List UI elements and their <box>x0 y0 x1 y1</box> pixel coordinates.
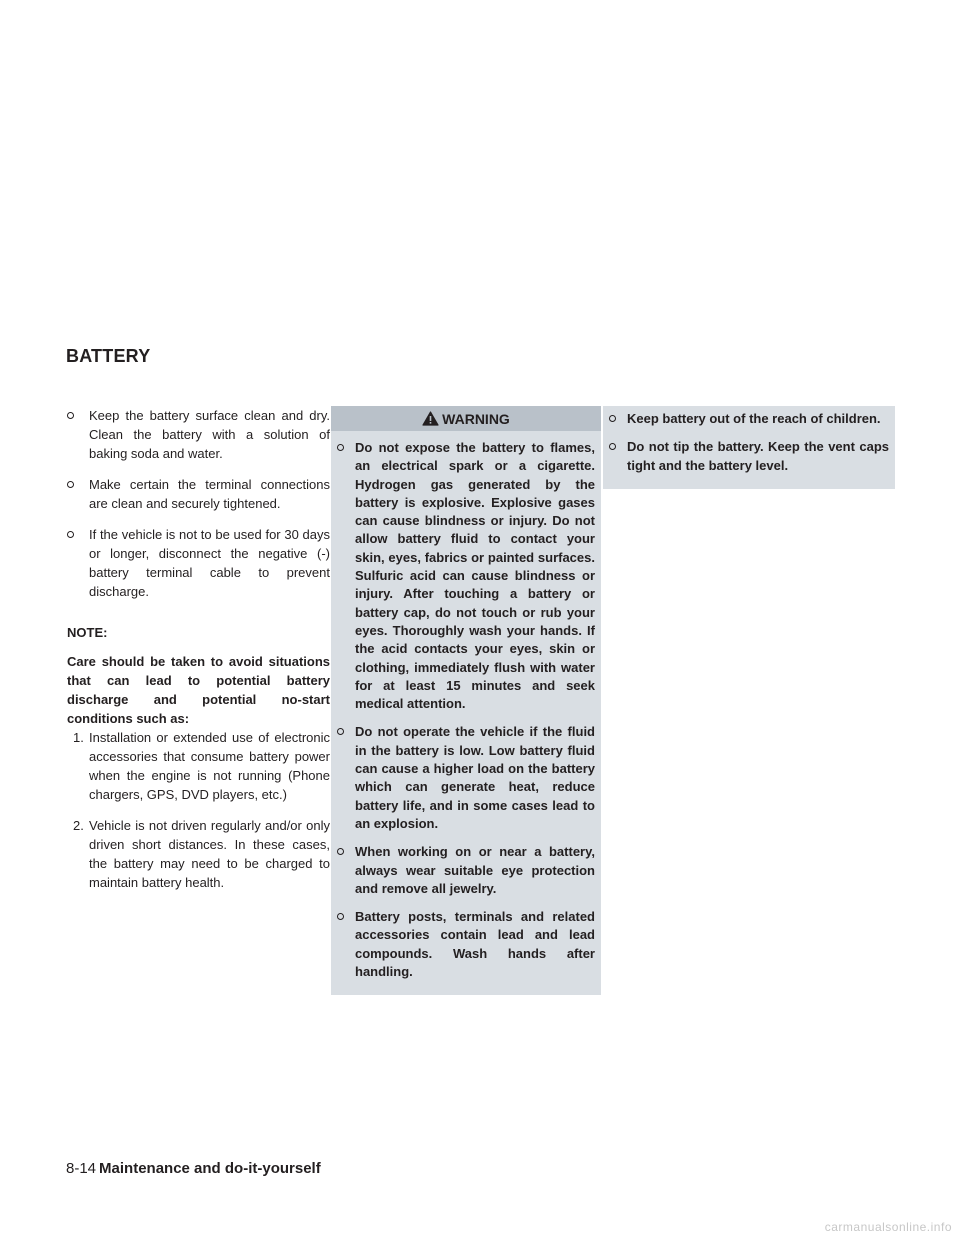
bullet-item <box>67 406 330 463</box>
bullet-text: Keep the battery surface clean and dry. Clean the battery with a solution of baking soda and water. <box>89 408 330 461</box>
bullet-circle-icon <box>609 443 616 450</box>
page-number: 8-14 <box>66 1160 97 1177</box>
warning-item <box>609 410 889 428</box>
bullet-circle-icon <box>609 415 616 422</box>
page-footer <box>66 1160 321 1177</box>
warning-text: Do not tip the battery. Keep the vent caps tight and the battery level. <box>627 439 889 473</box>
warning-text: Battery posts, terminals and related accessories contain lead and lead compounds. Wash hands after handling. <box>355 909 595 980</box>
warning-title: WARNING <box>442 410 510 427</box>
list-text: Vehicle is not driven regularly and/or only driven short distances. In these cases, the battery may need to be charged to maintain battery health. <box>89 818 330 890</box>
chapter-title: Maintenance and do-it-yourself <box>99 1160 321 1177</box>
warning-text: When working on or near a battery, always wear suitable eye protection and remove all jewelry. <box>355 844 595 896</box>
bullet-circle-icon <box>337 728 344 735</box>
warning-box <box>331 406 601 995</box>
list-item <box>67 816 330 892</box>
list-number: 2. <box>73 818 84 833</box>
middle-column <box>331 406 594 995</box>
list-item <box>67 728 330 804</box>
numbered-list <box>67 728 330 892</box>
maintenance-bullets <box>67 406 330 601</box>
note-text: Care should be taken to avoid situations that can lead to potential battery discharge and potential no-start conditions such as: <box>67 654 330 726</box>
bullet-circle-icon <box>337 444 344 451</box>
warning-triangle-icon <box>422 411 439 426</box>
warning-header <box>331 406 601 431</box>
bullet-circle-icon <box>337 848 344 855</box>
warning-item <box>337 723 595 833</box>
bullet-circle-icon <box>67 412 74 419</box>
note-heading: NOTE: <box>67 625 108 640</box>
warning-item <box>337 439 595 713</box>
bullet-circle-icon <box>67 531 74 538</box>
left-column <box>67 406 330 904</box>
list-text: Installation or extended use of electronic accessories that consume battery power when the engine is not running (Phone chargers, GPS, DVD players, etc.) <box>89 730 330 802</box>
warning-text: Do not expose the battery to flames, an electrical spark or a cigarette. Hydrogen gas generated by the battery is explosive. Explosive gases can cause blindness or injury. Do not allow battery fluid to contact your skin, eyes, fabrics or painted surfaces. Sulfuric acid can cause blindness or injury. After touching a battery or battery cap, do not touch or rub your eyes. Thoroughly wash your hands. If the acid contacts your eyes, skin or clothing, immediately flush with water for at least 15 minutes and seek medical attention. <box>355 440 595 712</box>
bullet-item <box>67 525 330 601</box>
warning-box-continued <box>603 406 895 489</box>
warning-item <box>337 908 595 981</box>
bullet-circle-icon <box>337 913 344 920</box>
warning-item <box>609 438 889 475</box>
list-number: 1. <box>73 730 84 745</box>
right-column <box>603 406 889 489</box>
section-title: BATTERY <box>66 346 151 366</box>
warning-text: Keep battery out of the reach of children. <box>627 411 881 426</box>
bullet-item <box>67 475 330 513</box>
bullet-text: Make certain the terminal connections are clean and securely tightened. <box>89 477 330 511</box>
bullet-circle-icon <box>67 481 74 488</box>
warning-item <box>337 843 595 898</box>
watermark: carmanualsonline.info <box>824 1220 952 1234</box>
bullet-text: If the vehicle is not to be used for 30 days or longer, disconnect the negative (-) battery terminal cable to prevent discharge. <box>89 527 330 599</box>
warning-text: Do not operate the vehicle if the fluid in the battery is low. Low battery fluid can cause a higher load on the battery which can generate heat, reduce battery life, and in some cases lead to an explosion. <box>355 724 595 831</box>
